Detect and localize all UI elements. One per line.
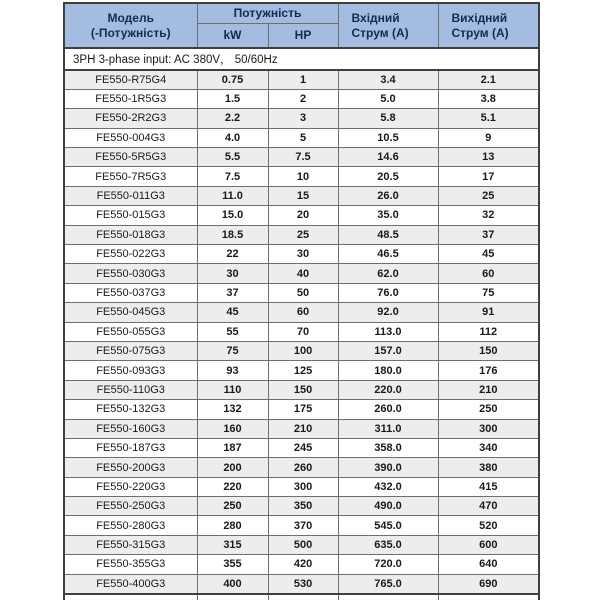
output-current-cell: 415: [438, 477, 539, 496]
model-cell: FE550-132G3: [64, 400, 197, 419]
input-current-cell: 5.0: [338, 89, 438, 108]
kw-cell: 187: [197, 438, 268, 457]
model-cell: FE550-022G3: [64, 245, 197, 264]
input-current-cell: 390.0: [338, 458, 438, 477]
model-cell: FE550-R75G4: [64, 70, 197, 89]
output-current-cell: 176: [438, 361, 539, 380]
hp-cell: 500: [268, 535, 338, 554]
col-header-output-current: [438, 3, 539, 48]
input-current-cell: 113.0: [338, 322, 438, 341]
output-current-cell: 17: [438, 167, 539, 186]
kw-cell: 37: [197, 283, 268, 302]
model-cell: FE550-280G3: [64, 516, 197, 535]
model-cell: FE550-220G3: [64, 477, 197, 496]
kw-cell: 2.2: [197, 109, 268, 128]
hp-cell: 175: [268, 400, 338, 419]
output-current-cell: 60: [438, 264, 539, 283]
table-row: [64, 303, 539, 322]
model-cell: FE550-055G3: [64, 322, 197, 341]
table-row: [64, 458, 539, 477]
input-current-cell: 635.0: [338, 535, 438, 554]
table-row: [64, 264, 539, 283]
model-cell: FE550-015G3: [64, 206, 197, 225]
output-current-cell: 3.8: [438, 89, 539, 108]
input-current-cell: 48.5: [338, 225, 438, 244]
input-current-cell: 180.0: [338, 361, 438, 380]
output-current-cell: 600: [438, 535, 539, 554]
col-header-input-line2: Струм (А): [351, 25, 409, 40]
hp-cell: 40: [268, 264, 338, 283]
model-cell: FE550-011G3: [64, 186, 197, 205]
output-current-cell: 5.1: [438, 109, 539, 128]
kw-cell: 110: [197, 380, 268, 399]
output-current-cell: 9: [438, 128, 539, 147]
input-current-cell: 260.0: [338, 400, 438, 419]
empty-cell: [338, 594, 438, 600]
input-current-cell: 490.0: [338, 497, 438, 516]
kw-cell: 30: [197, 264, 268, 283]
model-cell: FE550-7R5G3: [64, 167, 197, 186]
col-header-input-current: [338, 3, 438, 48]
phase-input-note: 3PH 3-phase input: AC 380V， 50/60Hz: [64, 48, 539, 70]
col-header-hp: HP: [268, 23, 338, 48]
col-header-input-line1: Вхідний: [351, 10, 400, 25]
table-row: [64, 438, 539, 457]
kw-cell: 0.75: [197, 70, 268, 89]
kw-cell: 5.5: [197, 148, 268, 167]
hp-cell: 30: [268, 245, 338, 264]
model-cell: FE550-160G3: [64, 419, 197, 438]
output-current-cell: 25: [438, 186, 539, 205]
kw-cell: 4.0: [197, 128, 268, 147]
output-current-cell: 13: [438, 148, 539, 167]
kw-cell: 93: [197, 361, 268, 380]
table-row: [64, 283, 539, 302]
output-current-cell: 2.1: [438, 70, 539, 89]
empty-cell: [64, 594, 197, 600]
model-cell: FE550-187G3: [64, 438, 197, 457]
output-current-cell: 520: [438, 516, 539, 535]
input-current-cell: 76.0: [338, 283, 438, 302]
input-current-cell: 358.0: [338, 438, 438, 457]
input-current-cell: 26.0: [338, 186, 438, 205]
empty-cell: [197, 594, 268, 600]
model-cell: FE550-200G3: [64, 458, 197, 477]
model-cell: FE550-2R2G3: [64, 109, 197, 128]
table-row: [64, 516, 539, 535]
col-header-kw: kW: [197, 23, 268, 48]
table-body: [64, 48, 539, 600]
kw-cell: 75: [197, 341, 268, 360]
model-cell: FE550-018G3: [64, 225, 197, 244]
hp-cell: 245: [268, 438, 338, 457]
output-current-cell: 37: [438, 225, 539, 244]
model-cell: FE550-004G3: [64, 128, 197, 147]
hp-cell: 3: [268, 109, 338, 128]
output-current-cell: 250: [438, 400, 539, 419]
model-cell: FE550-075G3: [64, 341, 197, 360]
table-row: [64, 167, 539, 186]
table-row: [64, 535, 539, 554]
hp-cell: 60: [268, 303, 338, 322]
table-row: [64, 361, 539, 380]
output-current-cell: 690: [438, 574, 539, 593]
hp-cell: 15: [268, 186, 338, 205]
output-current-cell: 112: [438, 322, 539, 341]
col-header-power-group: Потужність: [197, 3, 338, 23]
col-header-model: [64, 3, 197, 48]
input-current-cell: 35.0: [338, 206, 438, 225]
hp-cell: 10: [268, 167, 338, 186]
kw-cell: 355: [197, 555, 268, 574]
kw-cell: 220: [197, 477, 268, 496]
kw-cell: 132: [197, 400, 268, 419]
table-header: [64, 3, 539, 48]
output-current-cell: 150: [438, 341, 539, 360]
col-header-output-line1: Вихідний: [451, 10, 508, 25]
table-row: [64, 574, 539, 593]
model-cell: FE550-030G3: [64, 264, 197, 283]
input-current-cell: 720.0: [338, 555, 438, 574]
model-cell: FE550-037G3: [64, 283, 197, 302]
kw-cell: 45: [197, 303, 268, 322]
hp-cell: 50: [268, 283, 338, 302]
kw-cell: 160: [197, 419, 268, 438]
table-row: [64, 322, 539, 341]
table-row-partial: [64, 594, 539, 600]
table-row: [64, 109, 539, 128]
model-cell: FE550-5R5G3: [64, 148, 197, 167]
input-current-cell: 14.6: [338, 148, 438, 167]
table-row: [64, 555, 539, 574]
hp-cell: 125: [268, 361, 338, 380]
kw-cell: 400: [197, 574, 268, 593]
hp-cell: 20: [268, 206, 338, 225]
table-row: [64, 497, 539, 516]
phase-input-note-row: [64, 48, 539, 70]
input-current-cell: 432.0: [338, 477, 438, 496]
inverter-spec-table: [63, 2, 540, 600]
output-current-cell: 340: [438, 438, 539, 457]
hp-cell: 5: [268, 128, 338, 147]
model-cell: FE550-315G3: [64, 535, 197, 554]
kw-cell: 18.5: [197, 225, 268, 244]
kw-cell: 55: [197, 322, 268, 341]
hp-cell: 300: [268, 477, 338, 496]
hp-cell: 70: [268, 322, 338, 341]
table-row: [64, 186, 539, 205]
table-row: [64, 225, 539, 244]
table-row: [64, 70, 539, 89]
kw-cell: 200: [197, 458, 268, 477]
output-current-cell: 210: [438, 380, 539, 399]
col-header-output-line2: Струм (А): [451, 25, 509, 40]
input-current-cell: 20.5: [338, 167, 438, 186]
hp-cell: 25: [268, 225, 338, 244]
hp-cell: 350: [268, 497, 338, 516]
hp-cell: 100: [268, 341, 338, 360]
table-row: [64, 89, 539, 108]
output-current-cell: 640: [438, 555, 539, 574]
kw-cell: 22: [197, 245, 268, 264]
hp-cell: 420: [268, 555, 338, 574]
hp-cell: 370: [268, 516, 338, 535]
output-current-cell: 45: [438, 245, 539, 264]
table-row: [64, 400, 539, 419]
hp-cell: 530: [268, 574, 338, 593]
table-row: [64, 148, 539, 167]
model-cell: FE550-400G3: [64, 574, 197, 593]
model-cell: FE550-093G3: [64, 361, 197, 380]
model-cell: FE550-110G3: [64, 380, 197, 399]
model-cell: FE550-355G3: [64, 555, 197, 574]
hp-cell: 150: [268, 380, 338, 399]
empty-cell: [268, 594, 338, 600]
hp-cell: 7.5: [268, 148, 338, 167]
input-current-cell: 765.0: [338, 574, 438, 593]
model-cell: FE550-045G3: [64, 303, 197, 322]
table-row: [64, 341, 539, 360]
output-current-cell: 91: [438, 303, 539, 322]
output-current-cell: 470: [438, 497, 539, 516]
hp-cell: 2: [268, 89, 338, 108]
kw-cell: 1.5: [197, 89, 268, 108]
table-row: [64, 206, 539, 225]
input-current-cell: 5.8: [338, 109, 438, 128]
kw-cell: 315: [197, 535, 268, 554]
col-header-model-line2: (-Потужність): [90, 25, 171, 40]
output-current-cell: 380: [438, 458, 539, 477]
kw-cell: 280: [197, 516, 268, 535]
kw-cell: 250: [197, 497, 268, 516]
kw-cell: 11.0: [197, 186, 268, 205]
table-row: [64, 128, 539, 147]
input-current-cell: 10.5: [338, 128, 438, 147]
hp-cell: 1: [268, 70, 338, 89]
model-cell: FE550-250G3: [64, 497, 197, 516]
input-current-cell: 157.0: [338, 341, 438, 360]
table-row: [64, 245, 539, 264]
input-current-cell: 311.0: [338, 419, 438, 438]
input-current-cell: 46.5: [338, 245, 438, 264]
model-cell: FE550-1R5G3: [64, 89, 197, 108]
kw-cell: 15.0: [197, 206, 268, 225]
table-row: [64, 380, 539, 399]
input-current-cell: 3.4: [338, 70, 438, 89]
input-current-cell: 220.0: [338, 380, 438, 399]
table-row: [64, 477, 539, 496]
output-current-cell: 300: [438, 419, 539, 438]
input-current-cell: 92.0: [338, 303, 438, 322]
input-current-cell: 545.0: [338, 516, 438, 535]
hp-cell: 260: [268, 458, 338, 477]
col-header-model-line1: Модель: [107, 10, 154, 25]
kw-cell: 7.5: [197, 167, 268, 186]
table-row: [64, 419, 539, 438]
empty-cell: [438, 594, 539, 600]
input-current-cell: 62.0: [338, 264, 438, 283]
output-current-cell: 32: [438, 206, 539, 225]
hp-cell: 210: [268, 419, 338, 438]
output-current-cell: 75: [438, 283, 539, 302]
